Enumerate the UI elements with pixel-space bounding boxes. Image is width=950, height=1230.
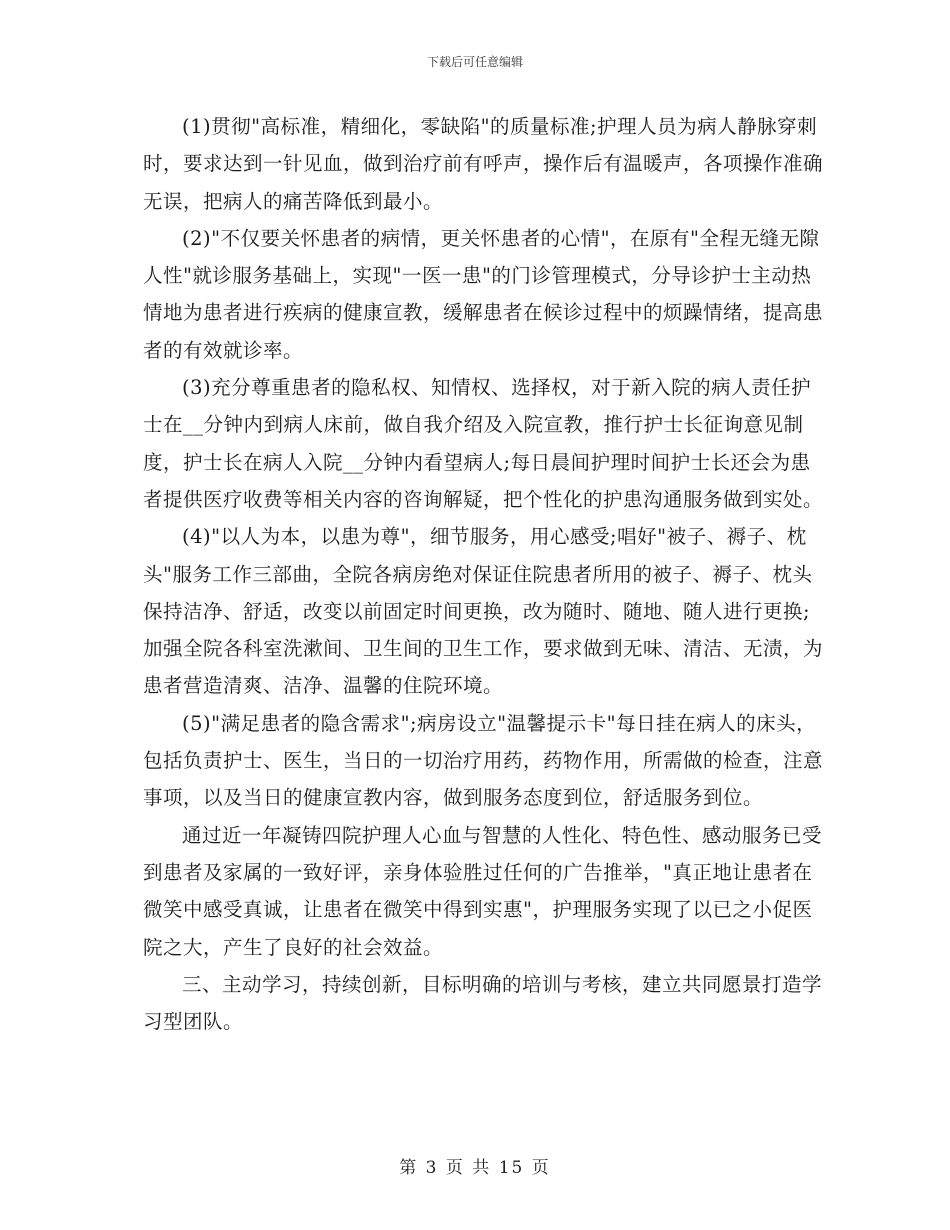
paragraph-1: (1)贯彻"高标准，精细化，零缺陷"的质量标准;护理人员为病人静脉穿刺时，要求达到一针见血，做到治疗前有呼声，操作后有温暖声，各项操作准确无误，把病人的痛苦降低到最小。 [143,115,824,213]
section-heading-3: 三、主动学习，持续创新，目标明确的培训与考核，建立共同愿景打造学习型团队。 [143,972,823,1034]
page-number-footer: 第 3 页 共 15 页 [399,1158,551,1178]
paragraph-summary: 通过近一年凝铸四院护理人心血与智慧的人性化、特色性、感动服务已受到患者及家属的一致好评，亲身体验胜过任何的广告推举，"真正地让患者在微笑中感受真诚，让患者在微笑中得到实惠"，护理服务实现了以已之小促医院之大，产生了良好的社会效益。 [143,823,823,959]
paragraph-3: (3)充分尊重患者的隐私权、知情权、选择权，对于新入院的病人责任护士在__分钟内到病人床前，做自我介绍及入院宣教，推行护士长征询意见制度，护士长在病人入院__分钟内看望病人;每日晨间护理时间护士长还会为患者提供医疗收费等相关内容的咨询解疑，把个性化的护患沟通服务做到实处。 [143,376,824,511]
paragraph-5: (5)"满足患者的隐含需求";病房设立"温馨提示卡"每日挂在病人的床头，包括负责护士、医生，当日的一切治疗用药，药物作用，所需做的检查，注意事项，以及当日的健康宣教内容，做到服务态度到位，舒适服务到位。 [143,711,824,810]
paragraph-4: (4)"以人为本，以患为尊"，细节服务，用心感受;唱好"被子、褥子、枕头"服务工作三部曲，全院各病房绝对保证住院患者所用的被子、褥子、枕头保持洁净、舒适，改变以前固定时间更换，改为随时、随地、随人进行更换;加强全院各科室洗漱间、卫生间的卫生工作，要求做到无味、清洁、无渍，为患者营造清爽、洁净、温馨的住院环境。 [143,525,824,698]
page-header: 下载后可任意编辑 [426,55,523,69]
paragraph-2: (2)"不仅要关怀患者的病情，更关怀患者的心情"，在原有"全程无缝无隙人性"就诊服务基础上，实现"一医一患"的门诊管理模式，分导诊护士主动热情地为患者进行疾病的健康宣教，缓解患者在候诊过程中的烦躁情绪，提高患者的有效就诊率。 [143,226,824,362]
document-body [143,108,823,1040]
